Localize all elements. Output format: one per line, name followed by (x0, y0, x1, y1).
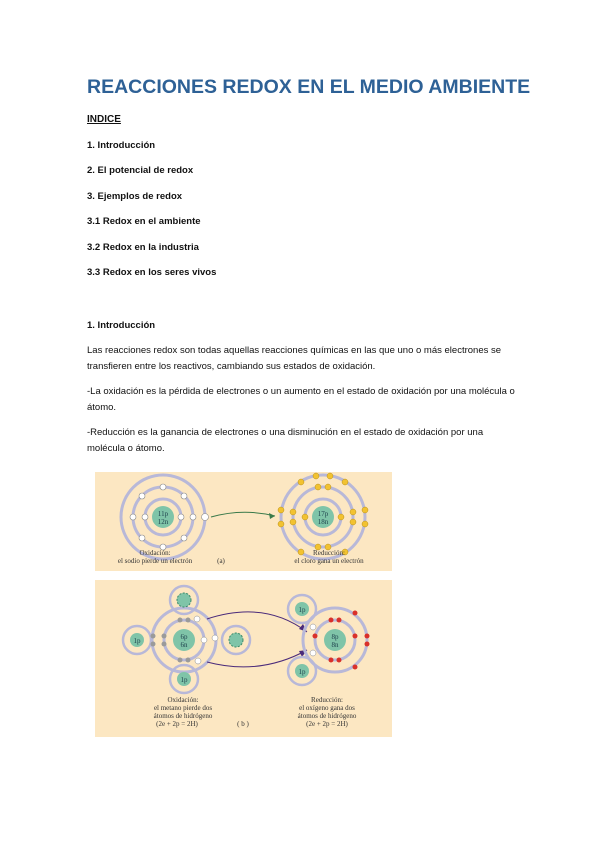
hydrogen-label: 1p (133, 637, 141, 645)
caption-oxidation-title: Oxidación: (167, 696, 199, 704)
sodium-atom (121, 475, 209, 559)
caption-reduction-line: el oxígeno gana dos (299, 704, 355, 712)
toc-item: 3.3 Redox en los seres vivos (87, 267, 217, 278)
transfer-arrow-upper (207, 612, 307, 632)
hydrogen-nucleus-removed (229, 633, 243, 647)
toc-item: 1. Introducción (87, 140, 156, 151)
page-title: REACCIONES REDOX EN EL MEDIO AMBIENTE (87, 76, 531, 98)
caption-reduction-equation: (2e + 2p = 2H) (306, 720, 348, 728)
water-molecule (288, 595, 370, 685)
methane-molecule (123, 586, 250, 693)
chlorine-nucleus-neutrons: 18n (317, 518, 329, 526)
atom-diagram-a (95, 472, 392, 571)
caption-reduction-title: Reducción: (313, 549, 345, 557)
figure-panel-b (95, 580, 392, 737)
panel-label-b: ( b ) (237, 720, 249, 728)
atom-diagram-b (95, 580, 392, 737)
toc-item: 2. El potencial de redox (87, 165, 194, 176)
sodium-nucleus-neutrons: 12n (157, 518, 169, 526)
oxygen-nucleus-protons: 8p (331, 633, 339, 641)
arrowhead (269, 513, 275, 519)
transfer-arrow-lower (207, 650, 307, 667)
caption-oxidation-title: Oxidación: (139, 549, 171, 557)
panel-label-a: (a) (217, 557, 225, 565)
hydrogen-label: 1p (298, 668, 306, 676)
figure-panel-a (95, 472, 392, 571)
caption-oxidation-line: átomos de hidrógeno (153, 712, 213, 720)
toc-heading: INDICE (87, 114, 121, 125)
caption-reduction-title: Reducción: (311, 696, 343, 704)
caption-oxidation-text: el sodio pierde un electrón (117, 557, 193, 565)
toc-item: 3.1 Redox en el ambiente (87, 216, 201, 227)
sodium-nucleus-protons: 11p (157, 510, 169, 518)
caption-oxidation-equation: (2e + 2p = 2H) (156, 720, 198, 728)
intro-paragraph: Las reacciones redox son todas aquellas reacciones químicas en las que uno o más electrones se transfieren entre los reactivos, cambiando sus estados de oxidación. (87, 345, 502, 372)
chlorine-atom (278, 473, 368, 559)
hydrogen-nucleus-removed (177, 593, 191, 607)
caption-reduction-text: el cloro gana un electrón (294, 557, 364, 565)
reduction-definition: -Reducción es la ganancia de electrones o una disminución en el estado de oxidación por una molécula o átomo. (87, 427, 484, 454)
electron-transfer-arrow (211, 512, 275, 517)
toc-item: 3. Ejemplos de redox (87, 191, 183, 202)
caption-oxidation-line: el metano pierde dos (153, 704, 213, 712)
chlorine-nucleus-protons: 17p (317, 510, 329, 518)
oxygen-nucleus-neutrons: 8n (331, 641, 339, 649)
transferred-electrons (194, 616, 218, 664)
oxidation-definition: -La oxidación es la pérdida de electrones o un aumento en el estado de oxidación por una molécula o átomo. (87, 386, 515, 413)
caption-reduction-line: átomos de hidrógeno (297, 712, 357, 720)
section-heading: 1. Introducción (87, 320, 156, 331)
toc-item: 3.2 Redox en la industria (87, 242, 199, 253)
hydrogen-label: 1p (298, 606, 306, 614)
carbon-nucleus-neutrons: 6n (180, 641, 188, 649)
hydrogen-label: 1p (180, 676, 188, 684)
carbon-nucleus-protons: 6p (180, 633, 188, 641)
